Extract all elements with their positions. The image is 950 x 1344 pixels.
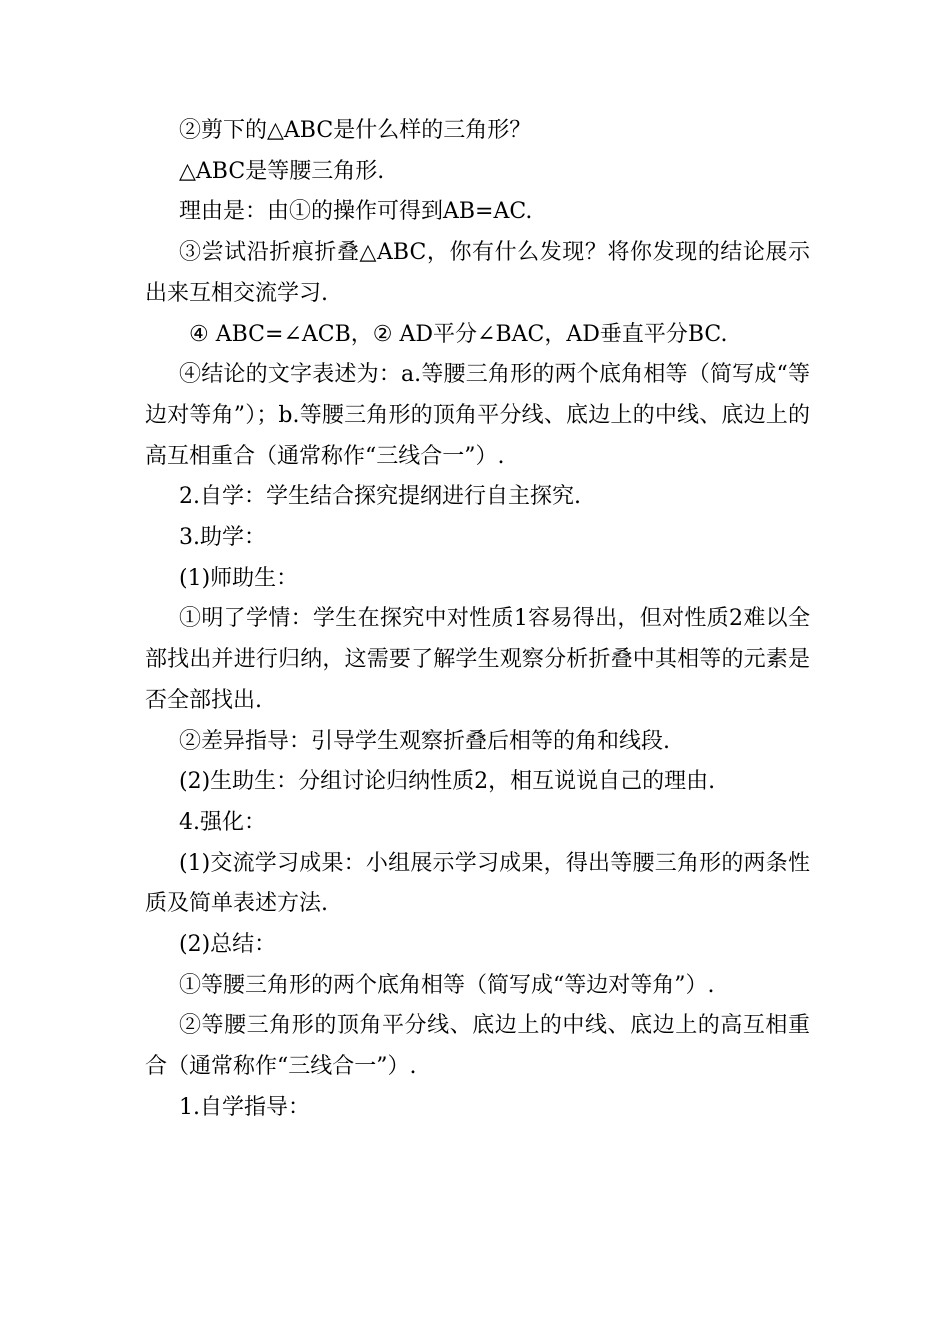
paragraph: ①明了学情：学生在探究中对性质1容易得出，但对性质2难以全部找出并进行归纳，这需要了解学生观察分析折叠中其相等的元素是否全部找出. xyxy=(145,606,810,713)
paragraph: ②剪下的△ABC是什么样的三角形？ xyxy=(179,118,532,143)
paragraph: △ABC是等腰三角形. xyxy=(179,158,385,184)
paragraph: ①等腰三角形的两个底角相等（简写成“等边对等角”）. xyxy=(179,972,715,998)
paragraph: (1)师助生： xyxy=(179,565,299,591)
document-body xyxy=(145,111,810,1129)
paragraph: 理由是：由①的操作可得到AB=AC. xyxy=(179,199,533,225)
paragraph: ④ ABC=∠ACB，② AD平分∠BAC，AD垂直平分BC. xyxy=(189,321,728,347)
paragraph: ②差异指导：引导学生观察折叠后相等的角和线段. xyxy=(179,728,670,754)
paragraph: (2)总结： xyxy=(179,932,277,958)
paragraph: (2)生助生：分组讨论归纳性质2，相互说说自己的理由. xyxy=(179,769,716,795)
paragraph: ②等腰三角形的顶角平分线、底边上的中线、底边上的高互相重合（通常称作“三线合一”）. xyxy=(145,1013,810,1080)
paragraph: ④结论的文字表述为：a.等腰三角形的两个底角相等（简写成“等边对等角”）；b.等腰三角形的顶角平分线、底边上的中线、底边上的高互相重合（通常称作“三线合一”）. xyxy=(145,362,810,469)
paragraph: 4.强化： xyxy=(179,809,266,835)
paragraph: 1.自学指导： xyxy=(179,1094,310,1120)
paragraph: 2.自学：学生结合探究提纲进行自主探究. xyxy=(179,484,581,510)
paragraph: 3.助学： xyxy=(179,525,266,551)
paragraph: (1)交流学习成果：小组展示学习成果，得出等腰三角形的两条性质及简单表述方法. xyxy=(145,850,810,917)
paragraph: ③尝试沿折痕折叠△ABC，你有什么发现？将你发现的结论展示出来互相交流学习. xyxy=(145,240,810,306)
